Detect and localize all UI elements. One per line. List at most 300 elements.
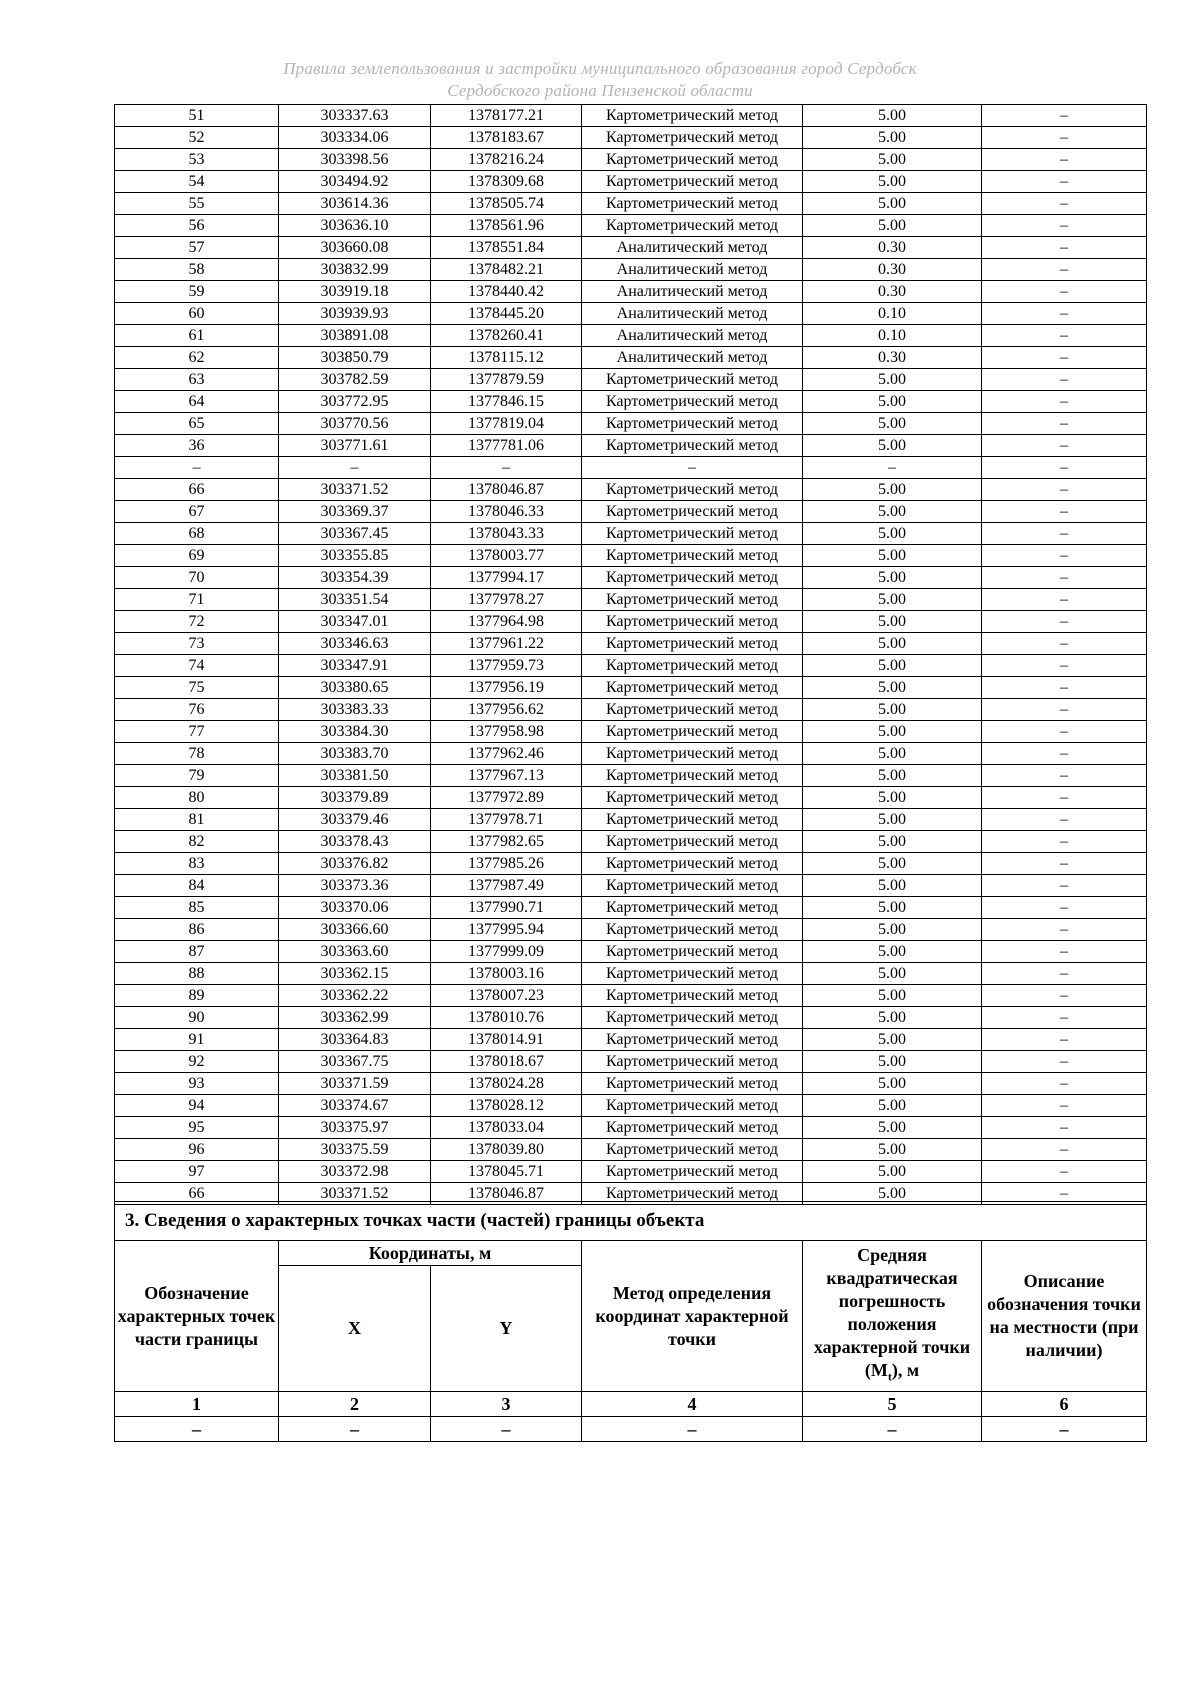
y-coordinate: 1377962.46 [431,743,582,765]
table-row [115,633,1147,655]
table-row [115,721,1147,743]
description: – [982,391,1147,413]
table-row [115,1007,1147,1029]
method: Картометрический метод [582,941,803,963]
error-value: 5.00 [803,567,982,589]
x-coordinate: 303383.33 [279,699,431,721]
error-value: 5.00 [803,831,982,853]
method: Картометрический метод [582,897,803,919]
x-coordinate: 303363.60 [279,941,431,963]
point-number: 95 [115,1117,279,1139]
table-row [115,545,1147,567]
coordinates-table-body [115,105,1147,1205]
method: Картометрический метод [582,831,803,853]
x-coordinate: – [279,457,431,479]
x-coordinate: 303919.18 [279,281,431,303]
table-row [115,963,1147,985]
description: – [982,413,1147,435]
x-coordinate: 303398.56 [279,149,431,171]
description: – [982,985,1147,1007]
table-row [115,391,1147,413]
description: – [982,941,1147,963]
x-coordinate: 303362.99 [279,1007,431,1029]
description: – [982,479,1147,501]
point-number: 89 [115,985,279,1007]
description: – [982,523,1147,545]
x-coordinate: 303376.82 [279,853,431,875]
point-number: 68 [115,523,279,545]
method: Картометрический метод [582,919,803,941]
column-header-x: X [279,1266,431,1392]
point-number: 77 [115,721,279,743]
table-row [115,193,1147,215]
error-value: 5.00 [803,523,982,545]
method: Аналитический метод [582,303,803,325]
method: Картометрический метод [582,787,803,809]
point-number: – [115,457,279,479]
method: Аналитический метод [582,259,803,281]
method: Картометрический метод [582,985,803,1007]
x-coordinate: 303347.01 [279,611,431,633]
column-number: 2 [279,1392,431,1417]
y-coordinate: 1378018.67 [431,1051,582,1073]
error-value: 5.00 [803,633,982,655]
point-number: 97 [115,1161,279,1183]
x-coordinate: 303362.15 [279,963,431,985]
x-coordinate: 303378.43 [279,831,431,853]
y-coordinate: 1378216.24 [431,149,582,171]
y-coordinate: 1378003.16 [431,963,582,985]
table-row [115,501,1147,523]
method: Картометрический метод [582,1029,803,1051]
y-coordinate: 1377961.22 [431,633,582,655]
y-coordinate: 1378033.04 [431,1117,582,1139]
table-row [115,1117,1147,1139]
point-number: 36 [115,435,279,457]
x-coordinate: 303371.59 [279,1073,431,1095]
error-value: 5.00 [803,105,982,127]
description: – [982,655,1147,677]
header-line-2: Сердобского района Пензенской области [447,81,753,100]
error-value: 5.00 [803,391,982,413]
x-coordinate: 303366.60 [279,919,431,941]
x-coordinate: 303494.92 [279,171,431,193]
table-row [115,435,1147,457]
table-row [115,787,1147,809]
point-number: 54 [115,171,279,193]
point-number: 83 [115,853,279,875]
y-coordinate: 1378024.28 [431,1073,582,1095]
point-number: 76 [115,699,279,721]
table-row [115,369,1147,391]
point-number: 69 [115,545,279,567]
description: – [982,677,1147,699]
x-coordinate: 303383.70 [279,743,431,765]
table-row [115,457,1147,479]
page-header [0,58,1200,102]
table-row [115,567,1147,589]
x-coordinate: 303939.93 [279,303,431,325]
column-number: 4 [582,1392,803,1417]
error-value: 5.00 [803,853,982,875]
error-value: 5.00 [803,589,982,611]
description: – [982,457,1147,479]
table-row [115,677,1147,699]
y-coordinate: 1377967.13 [431,765,582,787]
error-value: 0.30 [803,237,982,259]
x-coordinate: 303346.63 [279,633,431,655]
y-coordinate: 1377982.65 [431,831,582,853]
description: – [982,699,1147,721]
y-coordinate: 1377994.17 [431,567,582,589]
description: – [982,545,1147,567]
error-value: 5.00 [803,721,982,743]
point-number: 79 [115,765,279,787]
table-row [115,589,1147,611]
table-cell: – [982,1417,1147,1442]
section3-table [114,1201,1147,1442]
error-value: 0.10 [803,325,982,347]
description: – [982,149,1147,171]
description: – [982,787,1147,809]
x-coordinate: 303771.61 [279,435,431,457]
table-row [115,743,1147,765]
x-coordinate: 303369.37 [279,501,431,523]
table-row [115,853,1147,875]
method: Картометрический метод [582,171,803,193]
point-number: 64 [115,391,279,413]
y-coordinate: 1378046.33 [431,501,582,523]
method: Аналитический метод [582,325,803,347]
y-coordinate: 1378043.33 [431,523,582,545]
x-coordinate: 303379.89 [279,787,431,809]
description: – [982,1161,1147,1183]
description: – [982,743,1147,765]
description: – [982,435,1147,457]
column-number: 3 [431,1392,582,1417]
method: Картометрический метод [582,545,803,567]
table-row [115,1029,1147,1051]
description: – [982,259,1147,281]
column-header-error-tail: ), м [891,1359,920,1380]
y-coordinate: 1378003.77 [431,545,582,567]
y-coordinate: 1377964.98 [431,611,582,633]
description: – [982,303,1147,325]
method: Картометрический метод [582,215,803,237]
error-value: 5.00 [803,413,982,435]
x-coordinate: 303772.95 [279,391,431,413]
error-value: 5.00 [803,699,982,721]
table-row [115,831,1147,853]
description: – [982,831,1147,853]
method: Картометрический метод [582,721,803,743]
error-value: 5.00 [803,215,982,237]
description: – [982,853,1147,875]
description: – [982,501,1147,523]
x-coordinate: 303372.98 [279,1161,431,1183]
column-header-error-sub: t [887,1369,892,1384]
column-header-coordinates: Координаты, м [279,1241,582,1266]
column-header-method: Метод определения координат характерной точки [582,1241,803,1392]
table-row [115,237,1147,259]
method: Картометрический метод [582,391,803,413]
error-value: 5.00 [803,897,982,919]
x-coordinate: 303334.06 [279,127,431,149]
x-coordinate: 303354.39 [279,567,431,589]
point-number: 78 [115,743,279,765]
x-coordinate: 303337.63 [279,105,431,127]
table-row [115,259,1147,281]
table-row [115,347,1147,369]
description: – [982,281,1147,303]
x-coordinate: 303381.50 [279,765,431,787]
table-row [115,1051,1147,1073]
x-coordinate: 303355.85 [279,545,431,567]
method: Картометрический метод [582,501,803,523]
error-value: 5.00 [803,1117,982,1139]
description: – [982,347,1147,369]
table-row [115,1073,1147,1095]
method: Картометрический метод [582,435,803,457]
table-row [115,1161,1147,1183]
method: Картометрический метод [582,611,803,633]
table-row [115,523,1147,545]
error-value: 5.00 [803,171,982,193]
point-number: 75 [115,677,279,699]
coordinates-table [114,104,1147,1205]
error-value: 5.00 [803,1161,982,1183]
point-number: 66 [115,1183,279,1205]
error-value: 5.00 [803,193,982,215]
method: Картометрический метод [582,149,803,171]
description: – [982,1183,1147,1205]
error-value: 5.00 [803,149,982,171]
table-row [115,413,1147,435]
method: Картометрический метод [582,523,803,545]
table-row [115,897,1147,919]
table-row [115,325,1147,347]
point-number: 73 [115,633,279,655]
point-number: 96 [115,1139,279,1161]
point-number: 80 [115,787,279,809]
table-row [115,919,1147,941]
y-coordinate: 1378010.76 [431,1007,582,1029]
column-number: 5 [803,1392,982,1417]
table-row [115,105,1147,127]
error-value: 5.00 [803,479,982,501]
x-coordinate: 303373.36 [279,875,431,897]
description: – [982,369,1147,391]
point-number: 87 [115,941,279,963]
method: Картометрический метод [582,1161,803,1183]
error-value: 5.00 [803,1139,982,1161]
point-number: 92 [115,1051,279,1073]
method: Картометрический метод [582,1139,803,1161]
error-value: 5.00 [803,1095,982,1117]
method: Картометрический метод [582,1051,803,1073]
table-row [115,479,1147,501]
y-coordinate: 1378309.68 [431,171,582,193]
method: Картометрический метод [582,1183,803,1205]
point-number: 84 [115,875,279,897]
y-coordinate: 1378046.87 [431,1183,582,1205]
table-row [115,809,1147,831]
x-coordinate: 303375.59 [279,1139,431,1161]
x-coordinate: 303367.45 [279,523,431,545]
error-value: 5.00 [803,809,982,831]
column-header-point: Обозначение характерных точек части границы [115,1241,279,1392]
table-cell: – [279,1417,431,1442]
x-coordinate: 303891.08 [279,325,431,347]
table-row [115,303,1147,325]
point-number: 91 [115,1029,279,1051]
method: Картометрический метод [582,677,803,699]
description: – [982,963,1147,985]
method: Картометрический метод [582,699,803,721]
method: Картометрический метод [582,1095,803,1117]
y-coordinate: 1378045.71 [431,1161,582,1183]
description: – [982,721,1147,743]
table-cell: – [803,1417,982,1442]
error-value: 5.00 [803,743,982,765]
error-value: 5.00 [803,545,982,567]
y-coordinate: 1377879.59 [431,369,582,391]
y-coordinate: 1377995.94 [431,919,582,941]
point-number: 53 [115,149,279,171]
point-number: 85 [115,897,279,919]
x-coordinate: 303362.22 [279,985,431,1007]
y-coordinate: 1378028.12 [431,1095,582,1117]
x-coordinate: 303375.97 [279,1117,431,1139]
method: Картометрический метод [582,1073,803,1095]
method: Картометрический метод [582,589,803,611]
point-number: 82 [115,831,279,853]
column-numbers-row [115,1392,1147,1417]
y-coordinate: 1378039.80 [431,1139,582,1161]
y-coordinate: 1378445.20 [431,303,582,325]
description: – [982,765,1147,787]
error-value: 5.00 [803,369,982,391]
point-number: 65 [115,413,279,435]
error-value: 5.00 [803,1051,982,1073]
error-value: 5.00 [803,787,982,809]
description: – [982,1139,1147,1161]
point-number: 67 [115,501,279,523]
y-coordinate: 1378440.42 [431,281,582,303]
error-value: 5.00 [803,1073,982,1095]
y-coordinate: 1378260.41 [431,325,582,347]
method: Картометрический метод [582,479,803,501]
error-value: 5.00 [803,985,982,1007]
point-number: 88 [115,963,279,985]
y-coordinate: 1377959.73 [431,655,582,677]
section3-title: 3. Сведения о характерных точках части (частей) границы объекта [115,1202,1147,1241]
point-number: 94 [115,1095,279,1117]
error-value: 5.00 [803,127,982,149]
x-coordinate: 303374.67 [279,1095,431,1117]
point-number: 56 [115,215,279,237]
x-coordinate: 303782.59 [279,369,431,391]
x-coordinate: 303379.46 [279,809,431,831]
description: – [982,325,1147,347]
y-coordinate: 1377972.89 [431,787,582,809]
table-row [115,1139,1147,1161]
column-header-error [803,1241,982,1392]
description: – [982,171,1147,193]
method: Картометрический метод [582,765,803,787]
description: – [982,919,1147,941]
error-value: 5.00 [803,875,982,897]
point-number: 51 [115,105,279,127]
description: – [982,127,1147,149]
table-row [115,655,1147,677]
column-header-description: Описание обозначения точки на местности (при наличии) [982,1241,1147,1392]
method: Картометрический метод [582,809,803,831]
error-value: 5.00 [803,1183,982,1205]
table-row [115,149,1147,171]
x-coordinate: 303371.52 [279,1183,431,1205]
error-value: 5.00 [803,677,982,699]
x-coordinate: 303380.65 [279,677,431,699]
table-cell: – [582,1417,803,1442]
y-coordinate: 1377956.62 [431,699,582,721]
point-number: 90 [115,1007,279,1029]
point-number: 57 [115,237,279,259]
table-cell: – [115,1417,279,1442]
x-coordinate: 303371.52 [279,479,431,501]
method: Картометрический метод [582,655,803,677]
table-row [115,699,1147,721]
method: Картометрический метод [582,105,803,127]
y-coordinate: 1378115.12 [431,347,582,369]
point-number: 93 [115,1073,279,1095]
point-number: 63 [115,369,279,391]
y-coordinate: 1377956.19 [431,677,582,699]
method: Картометрический метод [582,413,803,435]
error-value: 5.00 [803,1007,982,1029]
y-coordinate: 1378183.67 [431,127,582,149]
method: Картометрический метод [582,743,803,765]
method: Аналитический метод [582,237,803,259]
point-number: 70 [115,567,279,589]
point-number: 74 [115,655,279,677]
description: – [982,1073,1147,1095]
table-row [115,215,1147,237]
method: Картометрический метод [582,1007,803,1029]
error-value: 5.00 [803,1029,982,1051]
y-coordinate: 1378482.21 [431,259,582,281]
x-coordinate: 303770.56 [279,413,431,435]
column-number: 1 [115,1392,279,1417]
description: – [982,1051,1147,1073]
error-value: 5.00 [803,501,982,523]
error-value: 0.30 [803,259,982,281]
point-number: 61 [115,325,279,347]
x-coordinate: 303370.06 [279,897,431,919]
point-number: 62 [115,347,279,369]
table-row [115,941,1147,963]
x-coordinate: 303832.99 [279,259,431,281]
method: Аналитический метод [582,347,803,369]
table-row [115,611,1147,633]
table-row [115,281,1147,303]
y-coordinate: 1378014.91 [431,1029,582,1051]
table-row [115,1095,1147,1117]
y-coordinate: 1378551.84 [431,237,582,259]
description: – [982,1095,1147,1117]
y-coordinate: 1377978.27 [431,589,582,611]
point-number: 55 [115,193,279,215]
